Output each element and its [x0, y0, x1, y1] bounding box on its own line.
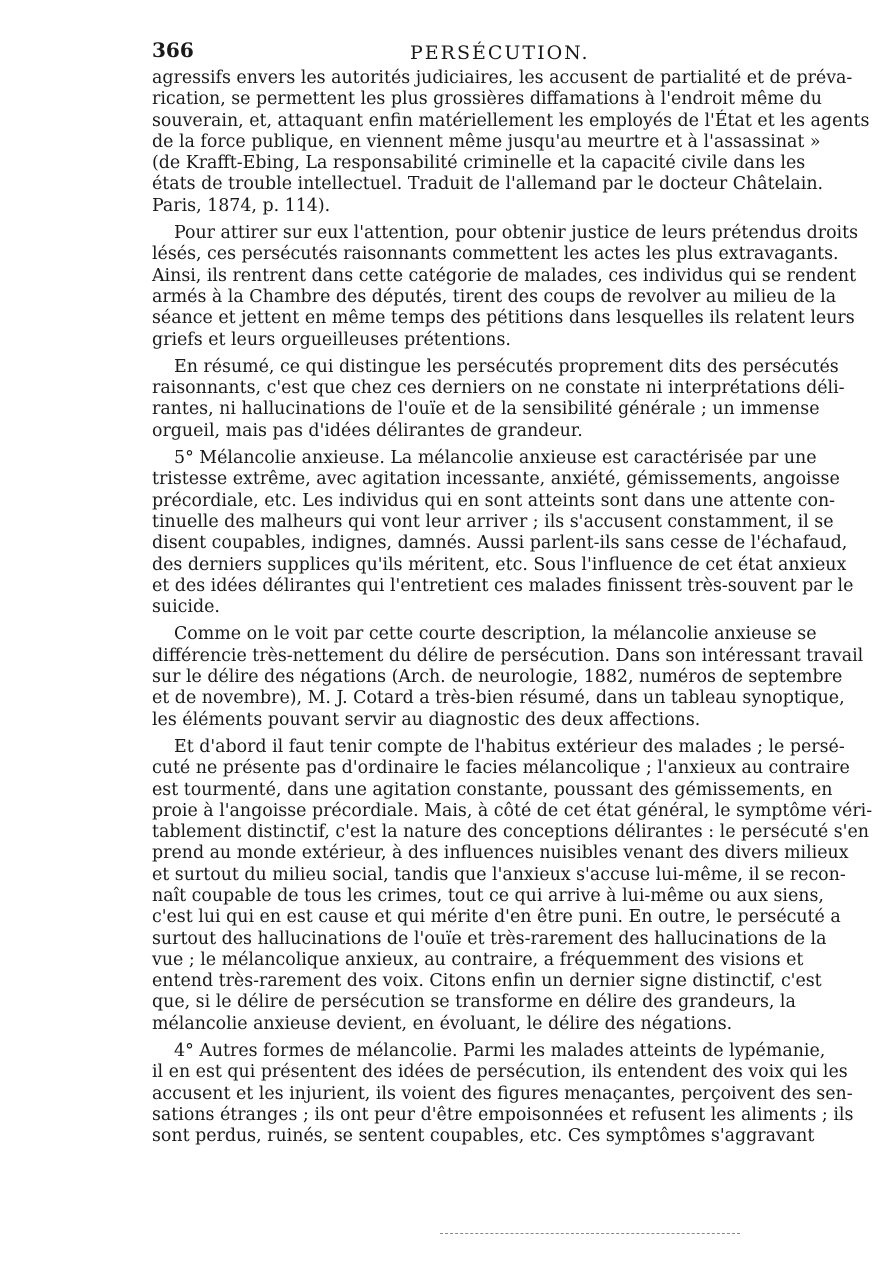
- paragraph: [152, 624, 864, 730]
- running-title: PERSÉCUTION.: [410, 42, 590, 64]
- text-line: orgueil, mais pas d'idées délirantes de grandeur.: [152, 420, 583, 441]
- paragraph: [152, 736, 872, 1035]
- text-line: et des idées délirantes qui l'entretient ces malades finissent très-souvent par le: [152, 575, 854, 596]
- text-line: accusent et les injurient, ils voient des figures menaçantes, perçoivent des sen-: [152, 1083, 853, 1104]
- text-line: Comme on le voit par cette courte description, la mélancolie anxieuse se: [174, 624, 817, 645]
- paragraph: [152, 223, 859, 351]
- text-line: précordiale, etc. Les individus qui en sont atteints sont dans une attente con-: [152, 490, 836, 511]
- paragraph: [152, 1041, 854, 1147]
- text-line: rantes, ni hallucinations de l'ouïe et de la sensibilité générale ; un immense: [152, 399, 820, 420]
- text-line: sur le délire des négations (Arch. de neurologie, 1882, numéros de septembre: [152, 667, 843, 688]
- text-line: est tourmenté, dans une agitation constante, poussant des gémissements, en: [152, 779, 833, 800]
- text-line: différencie très-nettement du délire de persécution. Dans son intéressant travail: [152, 645, 864, 666]
- text-line: disent coupables, indignes, damnés. Aussi parlent-ils sans cesse de l'échafaud,: [152, 533, 848, 554]
- text-line: Ainsi, ils rentrent dans cette catégorie de malades, ces individus qui se rendent: [152, 265, 857, 286]
- text-line: 4° Autres formes de mélancolie. Parmi les malades atteints de lypémanie,: [174, 1041, 826, 1062]
- text-line: rication, se permettent les plus grossières diffamations à l'endroit même du: [152, 89, 822, 110]
- text-line: Paris, 1874, p. 114).: [152, 195, 331, 216]
- footer-rule: [440, 1233, 740, 1234]
- text-line: lésés, ces persécutés raisonnants commettent les actes les plus extravagants.: [152, 244, 839, 265]
- text-line: suicide.: [152, 597, 220, 618]
- text-line: il en est qui présentent des idées de persécution, ils entendent des voix qui les: [152, 1062, 848, 1083]
- paragraph: [152, 448, 854, 618]
- text-line: entend très-rarement des voix. Citons enfin un dernier signe distinctif, c'est: [152, 971, 822, 992]
- text-line: proie à l'angoisse précordiale. Mais, à côté de cet état général, le symptôme véri-: [152, 800, 872, 821]
- text-line: tablement distinctif, c'est la nature des conceptions délirantes : le persécuté s'en: [152, 822, 869, 843]
- text-line: tristesse extrême, avec agitation incessante, anxiété, gémissements, angoisse: [152, 469, 840, 490]
- page-number: 366: [152, 38, 194, 62]
- text-line: de la force publique, en viennent même jusqu'au meurtre et à l'assassinat »: [152, 131, 821, 152]
- text-line: agressifs envers les autorités judiciaires, les accusent de partialité et de préva-: [152, 68, 853, 88]
- text-line: séance et jettent en même temps des pétitions dans lesquelles ils relatent leurs: [152, 308, 855, 329]
- paragraph: [152, 356, 845, 442]
- text-line: Pour attirer sur eux l'attention, pour obtenir justice de leurs prétendus droits: [174, 223, 859, 244]
- text-line: En résumé, ce qui distingue les persécutés proprement dits des persécutés: [174, 356, 839, 377]
- text-line: surtout des hallucinations de l'ouïe et très-rarement des hallucinations de la: [152, 928, 827, 949]
- text-line: raisonnants, c'est que chez ces derniers on ne constate ni interprétations déli-: [152, 378, 845, 399]
- text-line: sont perdus, ruinés, se sentent coupables, etc. Ces symptômes s'aggravant: [152, 1126, 815, 1147]
- text-line: armés à la Chambre des députés, tirent des coups de revolver au milieu de la: [152, 286, 837, 307]
- text-line: les éléments pouvant servir au diagnostic des deux affections.: [152, 709, 701, 730]
- text-line: griefs et leurs orgueilleuses prétentions.: [152, 329, 511, 350]
- paragraph: [152, 68, 870, 217]
- text-line: Et d'abord il faut tenir compte de l'habitus extérieur des malades ; le persé-: [174, 736, 845, 757]
- text-line: prend au monde extérieur, à des influences nuisibles venant des divers milieux: [152, 843, 849, 864]
- text-line: sations étranges ; ils ont peur d'être empoisonnées et refusent les aliments ; ils: [152, 1104, 854, 1125]
- text-line: et surtout du milieu social, tandis que l'anxieux s'accuse lui-même, il se recon-: [152, 864, 846, 885]
- text-line: des derniers supplices qu'ils méritent, etc. Sous l'influence de cet état anxieux: [152, 554, 847, 575]
- text-line: cuté ne présente pas d'ordinaire le facies mélancolique ; l'anxieux au contraire: [152, 758, 850, 779]
- text-line: tinuelle des malheurs qui vont leur arriver ; ils s'accusent constamment, il se: [152, 511, 834, 532]
- text-line: et de novembre), M. J. Cotard a très-bien résumé, dans un tableau synoptique,: [152, 688, 845, 709]
- text-line: naît coupable de tous les crimes, tout ce qui arrive à lui-même ou aux siens,: [152, 885, 824, 906]
- text-line: états de trouble intellectuel. Traduit de l'allemand par le docteur Châtelain.: [152, 174, 824, 195]
- text-line: mélancolie anxieuse devient, en évoluant, le délire des négations.: [152, 1013, 733, 1034]
- text-line: c'est lui qui en est cause et qui mérite d'en être puni. En outre, le persécuté a: [152, 907, 841, 928]
- text-line: souverain, et, attaquant enfin matériellement les employés de l'État et les agents: [152, 110, 870, 131]
- body-text: [152, 68, 872, 1148]
- page-header: [0, 38, 800, 68]
- text-line: que, si le délire de persécution se transforme en délire des grandeurs, la: [152, 992, 796, 1013]
- text-line: (de Krafft-Ebing, La responsabilité criminelle et la capacité civile dans les: [152, 153, 806, 174]
- text-line: 5° Mélancolie anxieuse. La mélancolie anxieuse est caractérisée par une: [174, 448, 817, 469]
- text-line: vue ; le mélancolique anxieux, au contraire, a fréquemment des visions et: [152, 949, 804, 970]
